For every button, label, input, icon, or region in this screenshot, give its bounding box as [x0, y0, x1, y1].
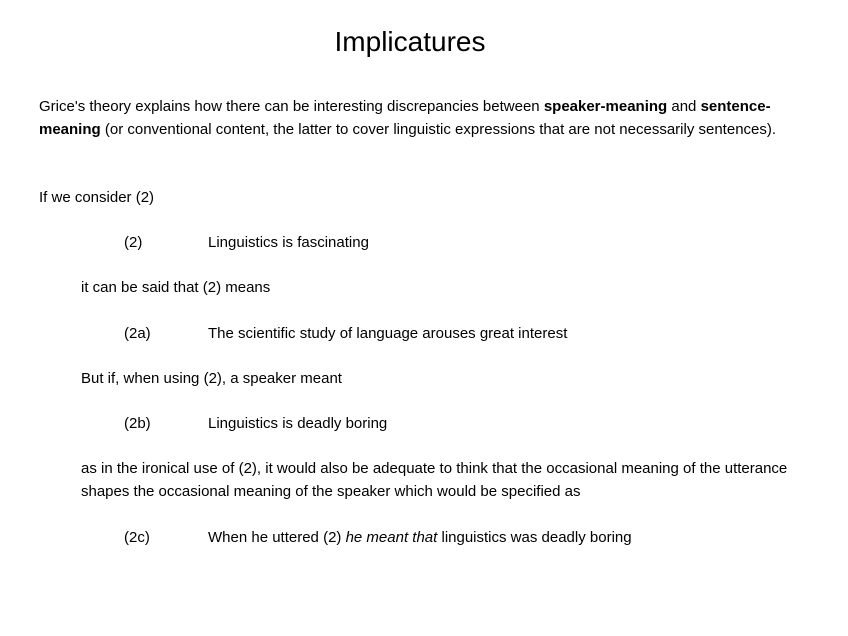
example-2b-number: (2b)	[124, 415, 151, 432]
example-2-text: Linguistics is fascinating	[208, 234, 369, 251]
means-line: it can be said that (2) means	[81, 279, 271, 296]
ironical-paragraph: as in the ironical use of (2), it would also be adequate to think that the occasional meaning of the utterance shapes the occasional meaning of the speaker which would be specified as	[81, 460, 788, 500]
consider-line: If we consider (2)	[39, 189, 155, 206]
intro-text-1: Grice's theory explains how there can be interesting discrepancies between	[39, 98, 544, 115]
but-line: But if, when using (2), a speaker meant	[81, 370, 342, 387]
example-2c-number: (2c)	[124, 529, 150, 546]
example-2a-number: (2a)	[124, 325, 151, 342]
example-2c-italic: he meant that	[345, 529, 438, 546]
intro-text-2: and	[667, 98, 701, 115]
example-2a-text: The scientific study of language arouses great interest	[208, 325, 568, 342]
example-2c-text-after: linguistics was deadly boring	[437, 529, 632, 546]
example-2-number: (2)	[124, 234, 143, 251]
example-2a	[124, 322, 567, 345]
intro-paragraph	[39, 95, 799, 141]
speaker-meaning-term: speaker-meaning	[543, 98, 668, 115]
example-2b	[124, 412, 387, 435]
sentence-meaning-term: sentence-meaning	[39, 98, 771, 138]
example-2	[124, 231, 369, 254]
example-2b-text: Linguistics is deadly boring	[208, 415, 388, 432]
intro-text-3: (or conventional content, the latter to cover linguistic expressions that are not necessarily sentences).	[100, 121, 777, 138]
example-2c-text-before: When he uttered (2)	[208, 529, 346, 546]
example-2c	[124, 526, 632, 549]
slide-title: Implicatures	[334, 26, 486, 57]
